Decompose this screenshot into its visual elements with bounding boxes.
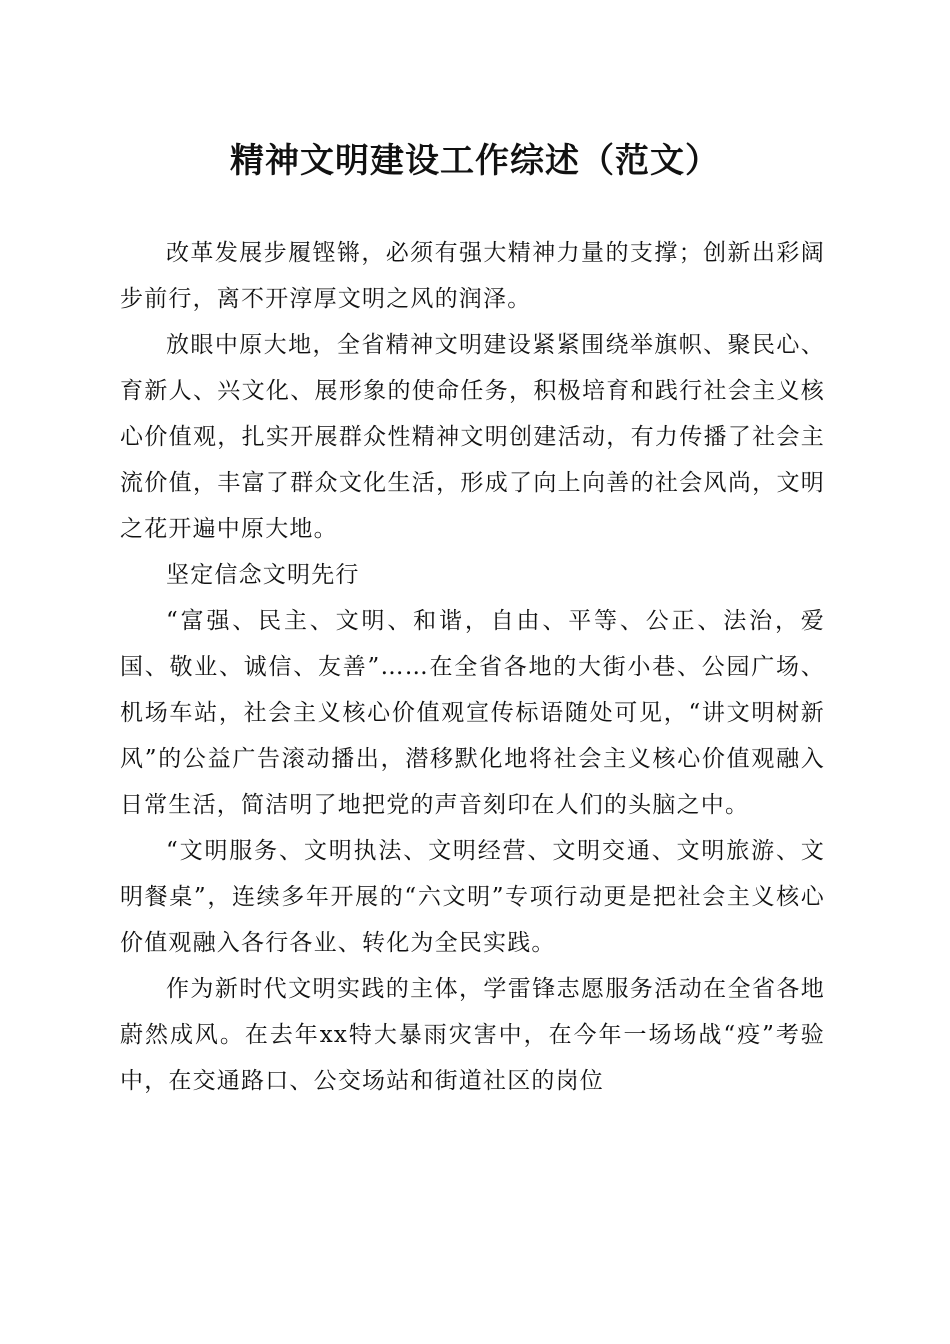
document-title: 精神文明建设工作综述（范文） <box>230 141 720 181</box>
document-body <box>120 230 825 1104</box>
paragraph-core-values: “富强、民主、文明、和谐，自由、平等、公正、法治，爱国、敬业、诚信、友善”……在全省各地的大街小巷、公园广场、机场车站，社会主义核心价值观宣传标语随处可见，“讲文明树新风”的公益广告滚动播出，潜移默化地将社会主义核心价值观融入日常生活，简洁明了地把党的声音刻印在人们的头脑之中。 <box>120 608 825 818</box>
paragraph-overview: 放眼中原大地，全省精神文明建设紧紧围绕举旗帜、聚民心、育新人、兴文化、展形象的使命任务，积极培育和践行社会主义核心价值观，扎实开展群众性精神文明创建活动，有力传播了社会主流价值，丰富了群众文化生活，形成了向上向善的社会风尚，文明之花开遍中原大地。 <box>120 332 825 542</box>
paragraph-six-civilities: “文明服务、文明执法、文明经营、文明交通、文明旅游、文明餐桌”，连续多年开展的“六文明”专项行动更是把社会主义核心价值观融入各行各业、转化为全民实践。 <box>120 838 825 956</box>
paragraph-volunteer: 作为新时代文明实践的主体，学雷锋志愿服务活动在全省各地蔚然成风。在去年xx特大暴雨灾害中，在今年一场场战“疫”考验中，在交通路口、公交场站和街道社区的岗位 <box>120 976 825 1094</box>
section-heading: 坚定信念文明先行 <box>166 562 360 588</box>
paragraph-intro: 改革发展步履铿锵，必须有强大精神力量的支撑；创新出彩阔步前行，离不开淳厚文明之风的润泽。 <box>120 240 825 312</box>
